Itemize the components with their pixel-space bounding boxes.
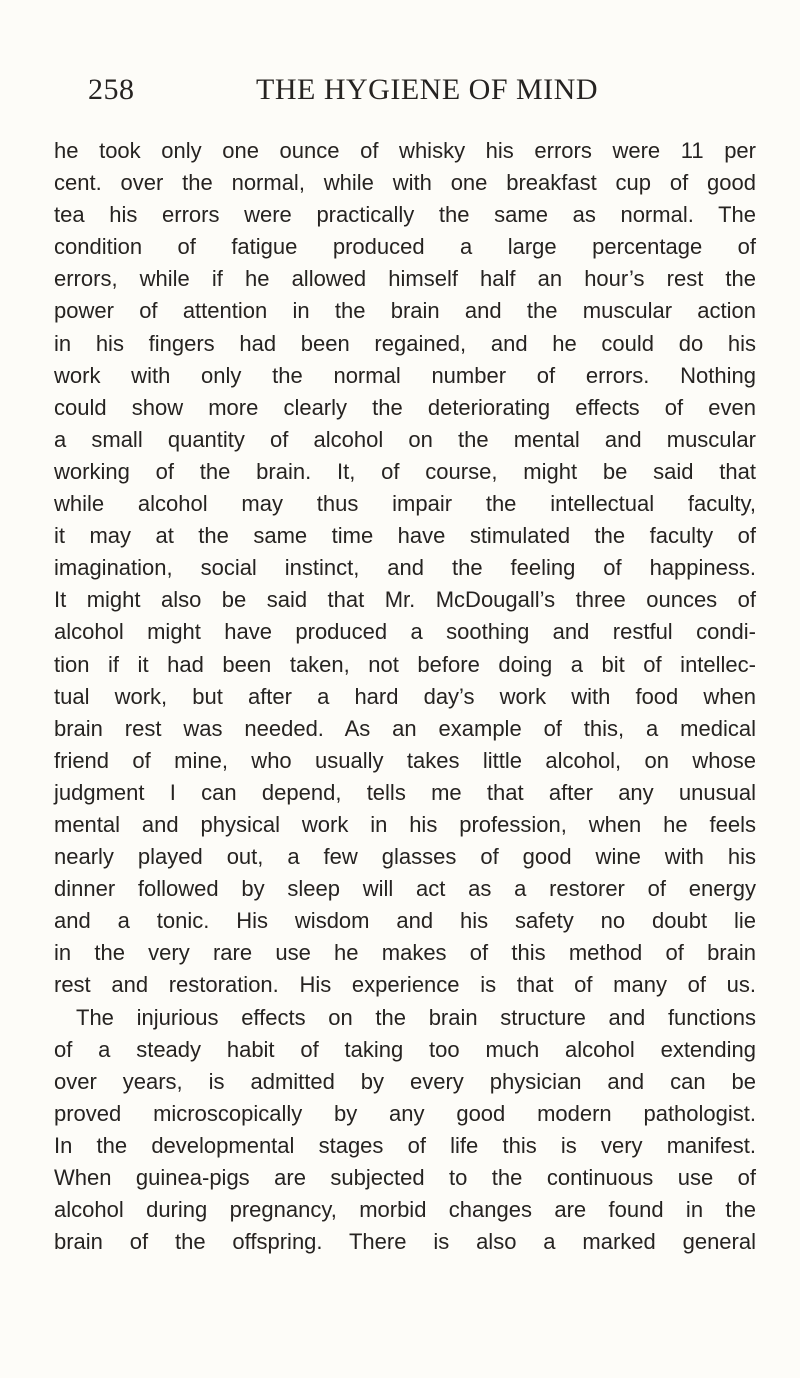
text-line: nearly played out, a few glasses of good wine with his: [54, 844, 756, 870]
text-line: friend of mine, who usually takes little alcohol, on whose: [54, 747, 756, 773]
text-line: brain rest was needed. As an example of this, a medical: [54, 715, 756, 741]
text-line: he took only one ounce of whisky his errors were 11 per: [54, 138, 756, 163]
text-line: errors, while if he allowed himself half an hour’s rest the: [54, 266, 756, 292]
running-head: [88, 70, 598, 110]
text-line: The injurious effects on the brain structure and functions: [76, 1004, 756, 1030]
text-line: judgment I can depend, tells me that after any unusual: [54, 779, 756, 805]
text-line: condition of fatigue produced a large percentage of: [54, 234, 756, 260]
text-line: in the very rare use he makes of this method of brain: [54, 940, 756, 966]
text-line: cent. over the normal, while with one breakfast cup of good: [54, 170, 756, 196]
text-line: tea his errors were practically the same as normal. The: [54, 202, 756, 228]
text-line: while alcohol may thus impair the intellectual faculty,: [54, 491, 756, 517]
text-line: imagination, social instinct, and the feeling of happiness.: [54, 555, 756, 581]
text-line: brain of the offspring. There is also a marked general: [54, 1229, 756, 1255]
text-line: rest and restoration. His experience is that of many of us.: [54, 972, 756, 998]
text-line: and a tonic. His wisdom and his safety no doubt lie: [54, 908, 756, 934]
text-line: work with only the normal number of errors. Nothing: [54, 362, 756, 388]
text-line: of a steady habit of taking too much alcohol extending: [54, 1036, 756, 1062]
text-line: alcohol might have produced a soothing and restful condi-: [54, 619, 756, 645]
text-line: over years, is admitted by every physician and can be: [54, 1068, 756, 1094]
text-line: dinner followed by sleep will act as a restorer of energy: [54, 876, 756, 902]
text-line: it may at the same time have stimulated the faculty of: [54, 523, 756, 549]
text-line: When guinea-pigs are subjected to the continuous use of: [54, 1165, 756, 1190]
page-number: 258: [88, 73, 135, 106]
text-line: It might also be said that Mr. McDougall’s three ounces of: [54, 587, 756, 613]
text-line: In the developmental stages of life this is very manifest.: [54, 1132, 756, 1158]
text-line: power of attention in the brain and the muscular action: [54, 298, 756, 324]
text-line: could show more clearly the deteriorating effects of even: [54, 394, 756, 420]
text-line: alcohol during pregnancy, morbid changes are found in the: [54, 1197, 756, 1223]
text-line: a small quantity of alcohol on the mental and muscular: [54, 426, 756, 452]
text-line: working of the brain. It, of course, might be said that: [54, 458, 756, 484]
text-line: in his fingers had been regained, and he could do his: [54, 330, 756, 356]
text-line: tion if it had been taken, not before doing a bit of intellec-: [54, 651, 756, 677]
text-line: tual work, but after a hard day’s work with food when: [54, 683, 756, 709]
running-title: THE HYGIENE OF MIND: [256, 73, 598, 106]
text-line: proved microscopically by any good modern pathologist.: [54, 1100, 756, 1126]
body-text: [54, 135, 756, 1258]
text-line: mental and physical work in his profession, when he feels: [54, 811, 756, 837]
